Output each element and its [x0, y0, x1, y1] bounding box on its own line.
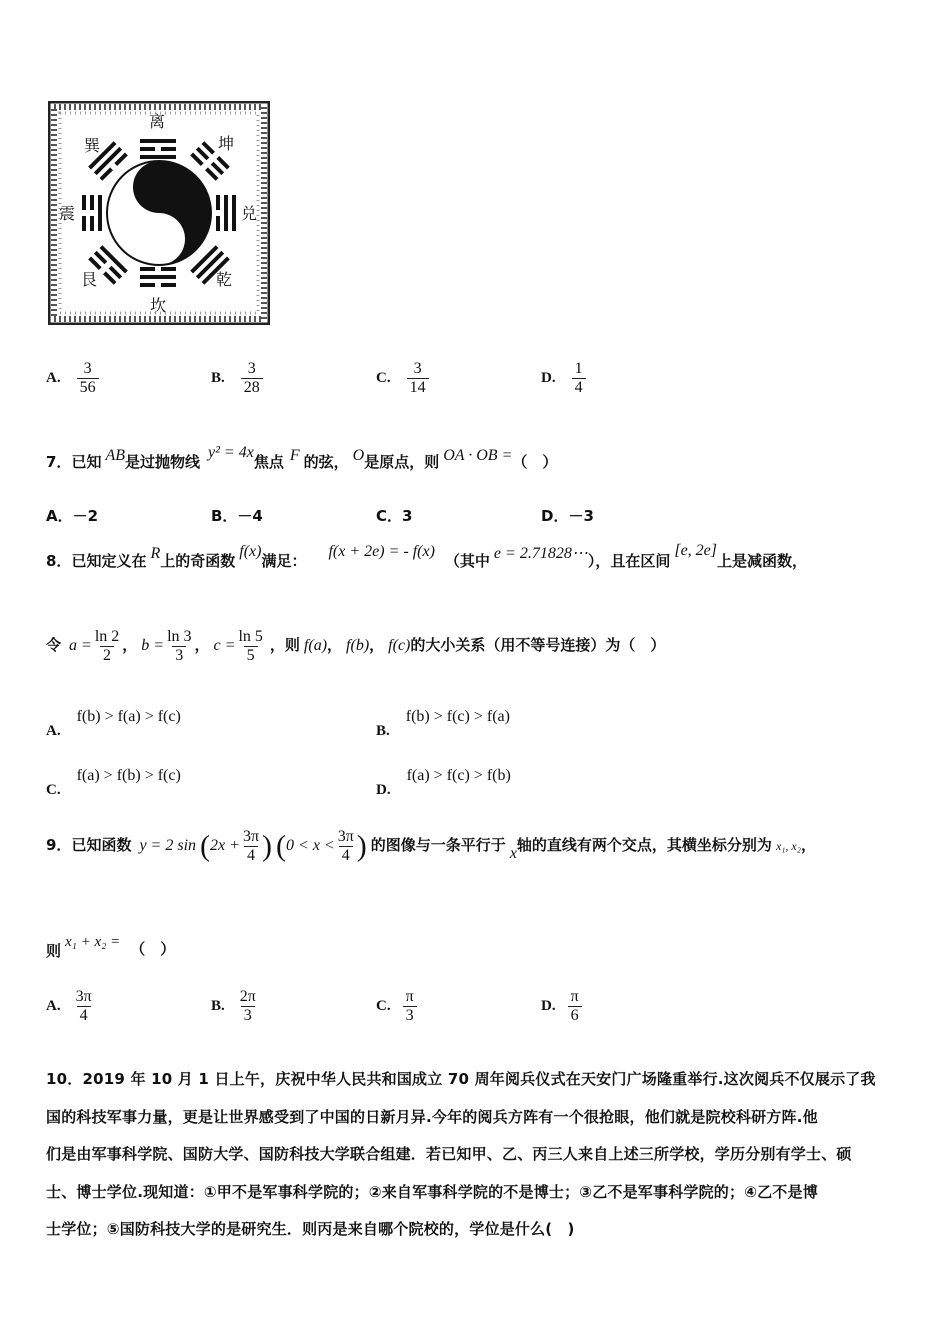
q10-line: 10．2019 年 10 月 1 日上午，庆祝中华人民共和国成立 70 周年阅兵仪式在天安门广场隆重举行.这次阅兵不仅展示了我: [46, 1070, 876, 1088]
q9-stem-line1: 9．已知函数 y = 2 sin (2x + $\frac{3\pi}{4}$ ) (0 < x < $\frac{3\pi}{4}$ ) 的图像与一条平行于 x轴的直线有两个交点，其横坐标分别为 x₁, x₂，: [46, 828, 816, 864]
q7-option-c[interactable]: C．3: [376, 507, 413, 525]
trigram-label-right: 兑: [241, 204, 258, 223]
q8-option-a[interactable]: A.f(b) > f(a) > f(c): [46, 708, 181, 739]
bagua-figure: [48, 101, 270, 325]
q6-option-a[interactable]: A. $\frac{3}{56}$: [46, 360, 99, 397]
q10-line: 士、博士学位.现知道：①甲不是军事科学院的；②来自军事科学院的不是博士；③乙不是军事科学院的；④乙不是博: [46, 1182, 818, 1201]
q9-stem-line2: 则 x₁ + x₂ = （ ）: [46, 934, 176, 960]
q7-option-a[interactable]: A．－2: [46, 507, 99, 525]
q6-option-b[interactable]: B. $\frac{3}{28}$: [211, 360, 263, 397]
q10-line: 士学位；⑤国防科技大学的是研究生．则丙是来自哪个院校的，学位是什么( ): [46, 1220, 575, 1238]
q6-option-c[interactable]: C. $\frac{3}{14}$: [376, 360, 429, 397]
trigram-label-top-right: 坤: [218, 134, 235, 153]
q8-stem-line1: 8．已知定义在 R上的奇函数 f(x)满足： f(x + 2e) = - f(x)（其中 e = 2.71828⋯），且在区间 [e, 2e]上是减函数，: [46, 542, 808, 570]
q10-paragraph: [46, 1061, 908, 1249]
trigram-label-left: 震: [59, 204, 76, 223]
q9-option-c[interactable]: C. $\frac{\pi}{3}$: [376, 988, 417, 1025]
trigram-label-bottom-right: 乾: [216, 270, 233, 289]
q9-option-d[interactable]: D. $\frac{\pi}{6}$: [541, 988, 582, 1025]
q8-option-b[interactable]: B.f(b) > f(c) > f(a): [376, 708, 510, 739]
q9-option-b[interactable]: B. $\frac{2\pi}{3}$: [211, 988, 256, 1024]
trigram-label-top-left: 巽: [84, 136, 101, 155]
q10-line: 们是由军事科学院、国防大学、国防科技大学联合组建．若已知甲、乙、丙三人来自上述三所学校，学历分别有学士、硕: [46, 1145, 852, 1163]
q8-stem-line2: 令 a = $\frac{\ln 2}{2}$ ， b = $\frac{\ln 3}{3}$ ， c = $\frac{\ln 5}{5}$ ，则 f(a)， f(b)， f(c)的大小关系（用不等号连接）为（ ）: [46, 628, 666, 664]
bagua-image: [48, 101, 270, 325]
trigram-label-bottom-left: 艮: [81, 270, 98, 289]
q8-option-c[interactable]: C.f(a) > f(b) > f(c): [46, 767, 181, 798]
q7-option-b[interactable]: B．－4: [211, 507, 263, 525]
trigram-label-bottom: 坎: [150, 296, 167, 315]
q6-option-d[interactable]: D. $\frac{1}{4}$: [541, 360, 586, 397]
q8-option-d[interactable]: D.f(a) > f(c) > f(b): [376, 767, 511, 798]
yin-yang-symbol: [107, 161, 211, 265]
q9-option-a[interactable]: A. $\frac{3\pi}{4}$: [46, 988, 92, 1024]
trigram-label-top: 离: [149, 112, 166, 131]
q10-line: 国的科技军事力量，更是让世界感受到了中国的日新月异.今年的阅兵方阵有一个很抢眼，他们就是院校科研方阵.他: [46, 1107, 818, 1126]
q7-option-d[interactable]: D．－3: [541, 507, 594, 525]
q7-stem: 7．已知 AB是过抛物线 y² = 4x焦点 F 的弦， O是原点，则 OA · OB =（ ）: [46, 444, 558, 471]
